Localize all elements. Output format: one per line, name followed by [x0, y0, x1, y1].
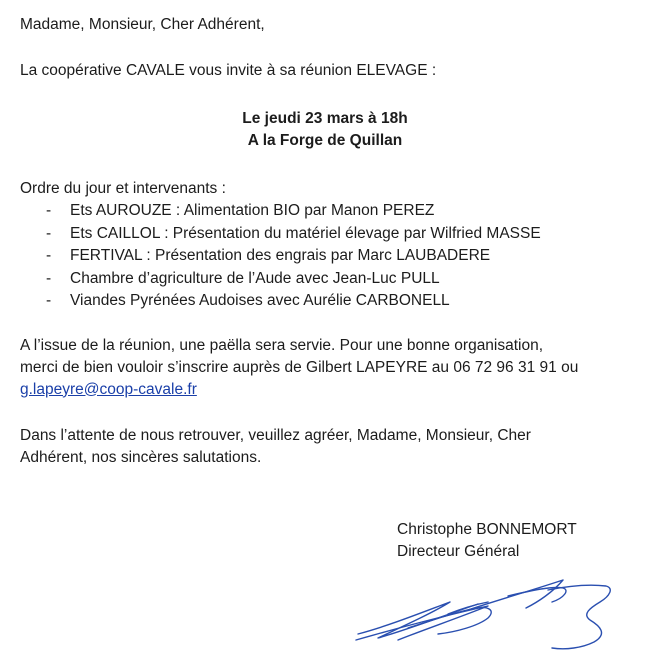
- list-item: [20, 290, 630, 313]
- event-location: A la Forge de Quillan: [247, 132, 403, 149]
- bullet-dash: -: [46, 269, 52, 287]
- bullet-dash: -: [46, 202, 52, 219]
- info-paragraph: [20, 335, 630, 401]
- agenda-item-text: Ets CAILLOL : Présentation du matériel élevage par Wilfried MASSE: [70, 224, 541, 242]
- bullet-dash: -: [46, 292, 52, 309]
- agenda-item-text: FERTIVAL : Présentation des engrais par Marc LAUBADERE: [70, 247, 491, 264]
- agenda-item-text: Chambre d’agriculture de l’Aude avec Jean-Luc PULL: [70, 269, 440, 287]
- signatory-name: Christophe BONNEMORT: [397, 521, 577, 538]
- event-details: [20, 108, 630, 152]
- signatory-title: Directeur Général: [397, 543, 520, 560]
- agenda-item-text: Ets AUROUZE : Alimentation BIO par Manon PEREZ: [70, 202, 435, 219]
- bullet-dash: -: [46, 247, 52, 264]
- list-item: [20, 268, 630, 291]
- invitation-line: La coopérative CAVALE vous invite à sa réunion ELEVAGE :: [20, 62, 437, 79]
- email-line: [20, 379, 630, 401]
- bullet-dash: -: [46, 224, 52, 242]
- handwritten-signature: [338, 568, 638, 658]
- closing-paragraph: [20, 425, 630, 469]
- email-link[interactable]: g.lapeyre@coop-cavale.fr: [20, 380, 197, 398]
- info-line-1: A l’issue de la réunion, une paëlla sera servie. Pour une bonne organisation,: [20, 336, 544, 354]
- event-date-time: Le jeudi 23 mars à 18h: [242, 110, 408, 127]
- closing-line-2: Adhérent, nos sincères salutations.: [20, 448, 262, 466]
- closing-line-1: Dans l’attente de nous retrouver, veuillez agréer, Madame, Monsieur, Cher: [20, 426, 531, 444]
- agenda-title: Ordre du jour et intervenants :: [20, 180, 226, 197]
- agenda-item-text: Viandes Pyrénées Audoises avec Aurélie CARBONELL: [70, 292, 450, 309]
- list-item: [20, 245, 630, 268]
- info-line-2: merci de bien vouloir s’inscrire auprès de Gilbert LAPEYRE au 06 72 96 31 91 ou: [20, 358, 579, 376]
- agenda-list: [20, 200, 630, 313]
- letter: [20, 14, 630, 469]
- greeting: Madame, Monsieur, Cher Adhérent,: [20, 16, 265, 33]
- list-item: [20, 223, 630, 246]
- signature-block: [397, 519, 577, 563]
- list-item: [20, 200, 630, 223]
